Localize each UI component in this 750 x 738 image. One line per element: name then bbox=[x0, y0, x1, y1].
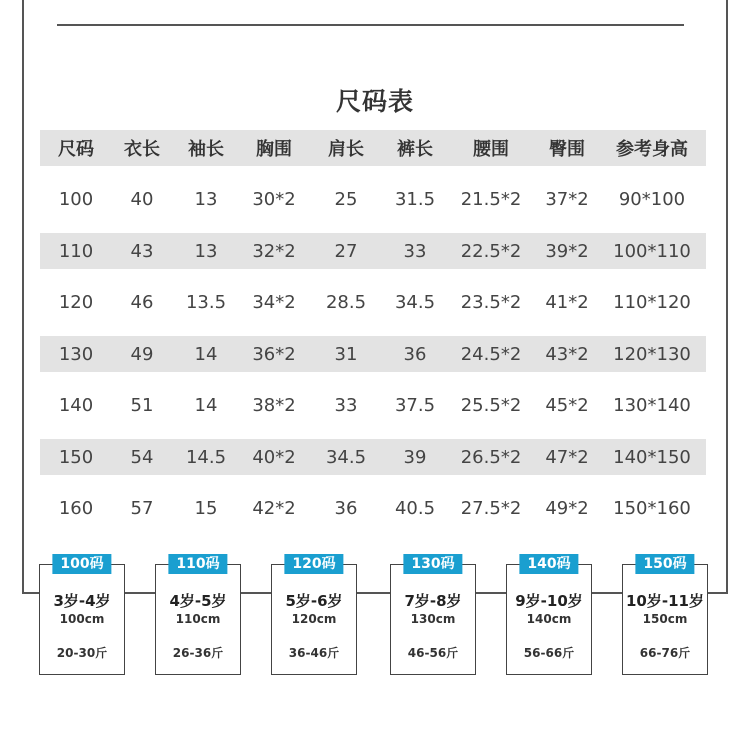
table-cell: 34*2 bbox=[252, 292, 296, 313]
age-range: 7岁-8岁 bbox=[404, 592, 462, 610]
header-hip: 臀围 bbox=[536, 130, 598, 166]
table-cell: 32*2 bbox=[240, 233, 308, 269]
table-cell: 26.5*2 bbox=[446, 439, 536, 475]
table-cell: 38*2 bbox=[252, 395, 296, 416]
table-cell: 160 bbox=[58, 498, 94, 519]
table-cell: 130*140 bbox=[613, 395, 691, 416]
size-card-130 bbox=[390, 556, 476, 675]
table-cell: 130 bbox=[40, 336, 112, 372]
table-cell: 30*2 bbox=[252, 189, 296, 210]
header-waist: 腰围 bbox=[446, 130, 536, 166]
table-cell: 100*110 bbox=[598, 233, 706, 269]
table-cell: 120*130 bbox=[598, 336, 706, 372]
table-cell: 40*2 bbox=[240, 439, 308, 475]
table-cell: 25.5*2 bbox=[460, 395, 522, 416]
table-cell: 40 bbox=[130, 189, 154, 210]
table-cell: 100 bbox=[58, 189, 94, 210]
table-cell: 43 bbox=[112, 233, 172, 269]
weight-range: 66-76斤 bbox=[639, 646, 691, 660]
age-range: 10岁-11岁 bbox=[626, 592, 704, 610]
table-cell: 54 bbox=[112, 439, 172, 475]
height-value: 130cm bbox=[410, 612, 456, 626]
table-cell: 120 bbox=[58, 292, 94, 313]
header-chest: 胸围 bbox=[240, 130, 308, 166]
table-row bbox=[40, 166, 706, 233]
table-cell: 15 bbox=[194, 498, 218, 519]
table-cell: 33 bbox=[384, 233, 446, 269]
table-cell: 37*2 bbox=[545, 189, 589, 210]
size-table bbox=[40, 130, 706, 542]
size-card-140 bbox=[506, 556, 592, 675]
table-cell: 13.5 bbox=[185, 292, 227, 313]
age-range: 5岁-6岁 bbox=[285, 592, 343, 610]
age-range: 9岁-10岁 bbox=[515, 592, 583, 610]
table-cell: 40.5 bbox=[394, 498, 436, 519]
table-header-row bbox=[40, 130, 706, 166]
age-range: 3岁-4岁 bbox=[53, 592, 111, 610]
table-cell: 37.5 bbox=[394, 395, 436, 416]
table-cell: 14 bbox=[194, 395, 218, 416]
table-row bbox=[40, 233, 706, 269]
table-cell: 46 bbox=[130, 292, 154, 313]
table-cell: 150*160 bbox=[613, 498, 691, 519]
table-cell: 110 bbox=[40, 233, 112, 269]
table-cell: 140 bbox=[58, 395, 94, 416]
height-value: 140cm bbox=[526, 612, 572, 626]
size-badge: 130码 bbox=[403, 554, 462, 574]
table-cell: 36 bbox=[384, 336, 446, 372]
table-cell: 13 bbox=[194, 189, 218, 210]
table-cell: 13 bbox=[172, 233, 240, 269]
size-card-120 bbox=[271, 556, 357, 675]
header-length: 衣长 bbox=[112, 130, 172, 166]
table-cell: 36 bbox=[334, 498, 358, 519]
size-card-100 bbox=[39, 556, 125, 675]
table-cell: 14.5 bbox=[172, 439, 240, 475]
size-badge: 140码 bbox=[519, 554, 578, 574]
size-badge: 120码 bbox=[284, 554, 343, 574]
header-ref-height: 参考身高 bbox=[598, 130, 706, 166]
header-shoulder: 肩长 bbox=[308, 130, 384, 166]
table-cell: 57 bbox=[130, 498, 154, 519]
table-row bbox=[40, 336, 706, 372]
table-cell: 34.5 bbox=[308, 439, 384, 475]
weight-range: 56-66斤 bbox=[523, 646, 575, 660]
height-value: 120cm bbox=[291, 612, 337, 626]
table-cell: 24.5*2 bbox=[446, 336, 536, 372]
table-cell: 47*2 bbox=[536, 439, 598, 475]
table-cell: 150 bbox=[40, 439, 112, 475]
table-cell: 51 bbox=[130, 395, 154, 416]
table-cell: 39*2 bbox=[536, 233, 598, 269]
size-card-150 bbox=[622, 556, 708, 675]
height-value: 100cm bbox=[59, 612, 105, 626]
size-badge: 110码 bbox=[168, 554, 227, 574]
table-cell: 31 bbox=[308, 336, 384, 372]
table-cell: 140*150 bbox=[598, 439, 706, 475]
table-row bbox=[40, 475, 706, 542]
table-cell: 21.5*2 bbox=[460, 189, 522, 210]
weight-range: 26-36斤 bbox=[172, 646, 224, 660]
table-cell: 110*120 bbox=[613, 292, 691, 313]
table-cell: 43*2 bbox=[536, 336, 598, 372]
table-cell: 39 bbox=[384, 439, 446, 475]
page-title: 尺码表 bbox=[335, 87, 414, 116]
size-badge: 150码 bbox=[635, 554, 694, 574]
table-cell: 49 bbox=[112, 336, 172, 372]
height-value: 110cm bbox=[175, 612, 221, 626]
table-cell: 23.5*2 bbox=[460, 292, 522, 313]
height-value: 150cm bbox=[642, 612, 688, 626]
age-range: 4岁-5岁 bbox=[169, 592, 227, 610]
table-cell: 45*2 bbox=[545, 395, 589, 416]
table-cell: 36*2 bbox=[240, 336, 308, 372]
table-row bbox=[40, 439, 706, 475]
weight-range: 46-56斤 bbox=[407, 646, 459, 660]
table-cell: 22.5*2 bbox=[446, 233, 536, 269]
table-cell: 27.5*2 bbox=[460, 498, 522, 519]
table-cell: 33 bbox=[334, 395, 358, 416]
weight-range: 20-30斤 bbox=[56, 646, 108, 660]
table-cell: 90*100 bbox=[618, 189, 686, 210]
table-cell: 34.5 bbox=[394, 292, 436, 313]
size-badge: 100码 bbox=[52, 554, 111, 574]
weight-range: 36-46斤 bbox=[288, 646, 340, 660]
table-cell: 42*2 bbox=[252, 498, 296, 519]
top-divider bbox=[57, 24, 684, 26]
table-cell: 41*2 bbox=[545, 292, 589, 313]
size-card-110 bbox=[155, 556, 241, 675]
header-sleeve: 袖长 bbox=[172, 130, 240, 166]
header-size: 尺码 bbox=[40, 130, 112, 166]
table-cell: 25 bbox=[334, 189, 358, 210]
table-row bbox=[40, 372, 706, 439]
table-cell: 14 bbox=[172, 336, 240, 372]
table-cell: 27 bbox=[308, 233, 384, 269]
table-cell: 49*2 bbox=[545, 498, 589, 519]
header-pants-length: 裤长 bbox=[384, 130, 446, 166]
table-cell: 28.5 bbox=[325, 292, 367, 313]
table-cell: 31.5 bbox=[394, 189, 436, 210]
table-row bbox=[40, 269, 706, 336]
